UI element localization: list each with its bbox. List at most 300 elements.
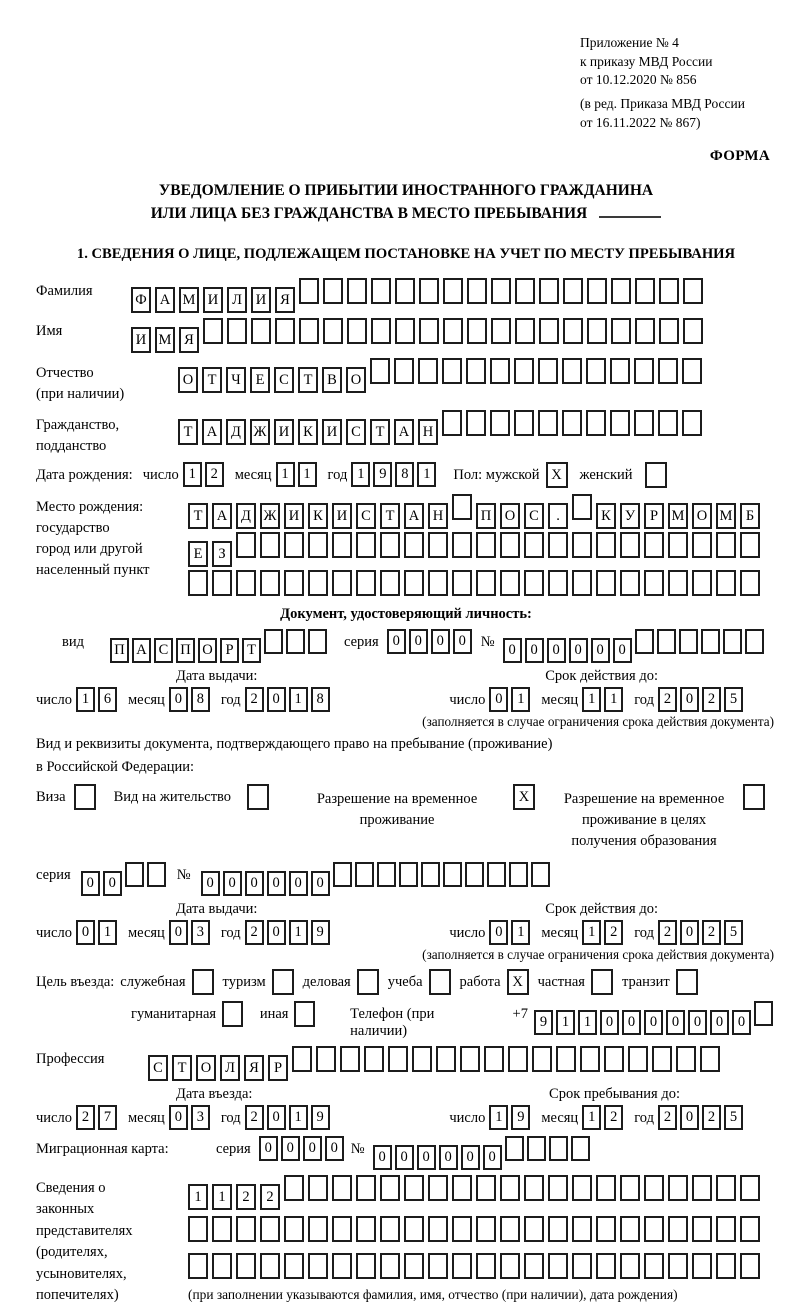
char-cell[interactable]: 0 [680,1105,699,1130]
char-cell[interactable] [500,532,520,558]
char-cell[interactable] [452,1253,472,1279]
char-cell[interactable] [572,1253,592,1279]
char-cell[interactable]: 0 [461,1145,480,1170]
char-cell[interactable] [524,570,544,596]
char-cell[interactable] [644,1175,664,1201]
char-cell[interactable] [323,318,343,344]
char-cell[interactable] [260,570,280,596]
char-cell[interactable]: А [394,419,414,445]
char-cell[interactable]: Д [226,419,246,445]
char-cell[interactable] [538,410,558,436]
char-cell[interactable] [586,410,606,436]
char-cell[interactable] [658,358,678,384]
char-cell[interactable] [260,1253,280,1279]
char-cell[interactable] [308,629,327,654]
char-cell[interactable]: 0 [431,629,450,654]
char-cell[interactable]: 0 [373,1145,392,1170]
char-cell[interactable]: А [404,503,424,529]
char-cell[interactable]: М [668,503,688,529]
char-cell[interactable] [356,1253,376,1279]
char-cell[interactable] [652,1046,672,1072]
char-cell[interactable]: 1 [582,687,601,712]
char-cell[interactable] [692,1175,712,1201]
char-cell[interactable]: 2 [702,687,721,712]
char-cell[interactable]: М [716,503,736,529]
char-cell[interactable]: Я [244,1055,264,1081]
char-cell[interactable] [682,410,702,436]
char-cell[interactable] [308,1175,328,1201]
char-cell[interactable]: 2 [658,687,677,712]
char-cell[interactable] [628,1046,648,1072]
char-cell[interactable]: 0 [591,638,610,663]
char-cell[interactable] [596,1253,616,1279]
char-cell[interactable] [442,358,462,384]
char-cell[interactable] [442,410,462,436]
char-cell[interactable]: С [154,638,173,663]
char-cell[interactable]: 1 [489,1105,508,1130]
education-residence-checkbox[interactable] [743,784,765,810]
char-cell[interactable]: 0 [417,1145,436,1170]
char-cell[interactable] [572,494,592,520]
char-cell[interactable]: И [322,419,342,445]
char-cell[interactable]: 0 [223,871,242,896]
char-cell[interactable]: Т [202,367,222,393]
char-cell[interactable]: Ж [260,503,280,529]
char-cell[interactable]: С [148,1055,168,1081]
char-cell[interactable] [556,1046,576,1072]
char-cell[interactable] [580,1046,600,1072]
char-cell[interactable] [203,318,223,344]
char-cell[interactable] [292,1046,312,1072]
char-cell[interactable] [548,1175,568,1201]
char-cell[interactable] [188,570,208,596]
char-cell[interactable]: Е [188,541,208,567]
char-cell[interactable] [370,358,390,384]
char-cell[interactable]: С [346,419,366,445]
char-cell[interactable]: О [196,1055,216,1081]
char-cell[interactable] [668,1175,688,1201]
char-cell[interactable] [227,318,247,344]
char-cell[interactable] [333,862,352,887]
char-cell[interactable] [620,570,640,596]
purpose-3-checkbox[interactable] [357,969,379,995]
char-cell[interactable]: П [110,638,129,663]
char-cell[interactable]: Я [179,327,199,353]
char-cell[interactable] [347,318,367,344]
char-cell[interactable] [380,1175,400,1201]
char-cell[interactable]: А [212,503,232,529]
char-cell[interactable] [539,278,559,304]
char-cell[interactable] [364,1046,384,1072]
char-cell[interactable]: 3 [191,920,210,945]
char-cell[interactable] [692,1216,712,1242]
char-cell[interactable] [212,570,232,596]
char-cell[interactable]: 0 [281,1136,300,1161]
char-cell[interactable]: З [212,541,232,567]
char-cell[interactable]: 0 [409,629,428,654]
temporary-residence-checkbox[interactable]: X [513,784,535,810]
char-cell[interactable] [515,318,535,344]
char-cell[interactable] [692,1253,712,1279]
char-cell[interactable] [716,570,736,596]
char-cell[interactable] [676,1046,696,1072]
char-cell[interactable] [476,1175,496,1201]
char-cell[interactable] [620,1253,640,1279]
char-cell[interactable]: 2 [658,920,677,945]
char-cell[interactable] [509,862,528,887]
char-cell[interactable] [356,1175,376,1201]
char-cell[interactable] [634,358,654,384]
char-cell[interactable] [332,1253,352,1279]
char-cell[interactable] [467,318,487,344]
char-cell[interactable] [443,318,463,344]
char-cell[interactable]: 0 [688,1010,707,1035]
char-cell[interactable]: 9 [511,1105,530,1130]
char-cell[interactable]: С [356,503,376,529]
char-cell[interactable] [380,1216,400,1242]
char-cell[interactable] [428,570,448,596]
char-cell[interactable]: С [524,503,544,529]
char-cell[interactable] [460,1046,480,1072]
char-cell[interactable] [284,1175,304,1201]
char-cell[interactable] [188,1216,208,1242]
char-cell[interactable] [404,570,424,596]
char-cell[interactable] [436,1046,456,1072]
char-cell[interactable] [404,1216,424,1242]
char-cell[interactable]: 1 [276,462,295,487]
char-cell[interactable]: 0 [169,687,188,712]
char-cell[interactable] [500,1175,520,1201]
char-cell[interactable]: М [155,327,175,353]
char-cell[interactable]: 8 [191,687,210,712]
char-cell[interactable]: 1 [212,1184,232,1210]
char-cell[interactable]: О [346,367,366,393]
purpose-5-checkbox[interactable]: X [507,969,529,995]
char-cell[interactable] [466,410,486,436]
char-cell[interactable]: 0 [680,920,699,945]
char-cell[interactable]: И [284,503,304,529]
char-cell[interactable] [524,532,544,558]
char-cell[interactable] [572,570,592,596]
char-cell[interactable]: 0 [622,1010,641,1035]
char-cell[interactable]: 1 [298,462,317,487]
char-cell[interactable] [596,1216,616,1242]
char-cell[interactable]: В [322,367,342,393]
char-cell[interactable] [419,278,439,304]
char-cell[interactable] [428,1175,448,1201]
char-cell[interactable]: Т [172,1055,192,1081]
char-cell[interactable] [236,1253,256,1279]
purpose-1-checkbox[interactable] [192,969,214,995]
char-cell[interactable]: 5 [724,1105,743,1130]
char-cell[interactable]: 2 [245,687,264,712]
char-cell[interactable]: Ч [226,367,246,393]
purpose-8-checkbox[interactable] [222,1001,243,1027]
char-cell[interactable]: 0 [76,920,95,945]
char-cell[interactable]: 1 [289,1105,308,1130]
char-cell[interactable] [284,570,304,596]
char-cell[interactable]: 2 [205,462,224,487]
char-cell[interactable]: 1 [417,462,436,487]
char-cell[interactable] [515,278,535,304]
char-cell[interactable]: Н [418,419,438,445]
char-cell[interactable] [395,318,415,344]
char-cell[interactable] [644,1216,664,1242]
char-cell[interactable] [476,532,496,558]
char-cell[interactable] [572,532,592,558]
char-cell[interactable] [740,1216,760,1242]
purpose-9-checkbox[interactable] [294,1001,315,1027]
char-cell[interactable] [668,1253,688,1279]
char-cell[interactable] [356,570,376,596]
char-cell[interactable] [284,1253,304,1279]
char-cell[interactable] [377,862,396,887]
char-cell[interactable] [466,358,486,384]
char-cell[interactable]: Т [380,503,400,529]
char-cell[interactable]: 1 [578,1010,597,1035]
char-cell[interactable] [421,862,440,887]
male-checkbox[interactable]: X [546,462,568,488]
char-cell[interactable] [467,278,487,304]
char-cell[interactable] [657,629,676,654]
char-cell[interactable] [723,629,742,654]
char-cell[interactable] [635,318,655,344]
char-cell[interactable]: 1 [76,687,95,712]
char-cell[interactable] [610,358,630,384]
char-cell[interactable]: 0 [489,920,508,945]
char-cell[interactable]: И [251,287,271,313]
char-cell[interactable]: Е [250,367,270,393]
char-cell[interactable]: 0 [666,1010,685,1035]
char-cell[interactable]: 2 [76,1105,95,1130]
char-cell[interactable] [587,278,607,304]
char-cell[interactable] [716,532,736,558]
char-cell[interactable] [452,494,472,520]
char-cell[interactable]: 1 [556,1010,575,1035]
char-cell[interactable]: Т [242,638,261,663]
char-cell[interactable] [284,532,304,558]
char-cell[interactable] [264,629,283,654]
char-cell[interactable]: 1 [289,687,308,712]
char-cell[interactable] [443,278,463,304]
char-cell[interactable] [596,1175,616,1201]
char-cell[interactable] [371,318,391,344]
char-cell[interactable]: 0 [311,871,330,896]
char-cell[interactable] [754,1001,773,1026]
char-cell[interactable] [508,1046,528,1072]
char-cell[interactable] [505,1136,524,1161]
char-cell[interactable]: Р [220,638,239,663]
char-cell[interactable] [452,570,472,596]
char-cell[interactable] [125,862,144,887]
char-cell[interactable]: К [308,503,328,529]
char-cell[interactable] [428,532,448,558]
char-cell[interactable]: К [596,503,616,529]
char-cell[interactable]: 0 [303,1136,322,1161]
char-cell[interactable] [236,570,256,596]
char-cell[interactable] [514,410,534,436]
visa-checkbox[interactable] [74,784,96,810]
char-cell[interactable] [716,1175,736,1201]
char-cell[interactable] [284,1216,304,1242]
char-cell[interactable] [596,570,616,596]
char-cell[interactable]: 1 [604,687,623,712]
char-cell[interactable]: 8 [395,462,414,487]
char-cell[interactable] [668,570,688,596]
char-cell[interactable]: 0 [680,687,699,712]
char-cell[interactable]: Ф [131,287,151,313]
char-cell[interactable] [275,318,295,344]
char-cell[interactable] [740,1175,760,1201]
char-cell[interactable]: 6 [98,687,117,712]
char-cell[interactable] [701,629,720,654]
char-cell[interactable] [452,1216,472,1242]
char-cell[interactable] [611,318,631,344]
char-cell[interactable] [332,532,352,558]
char-cell[interactable] [428,1216,448,1242]
char-cell[interactable] [716,1216,736,1242]
char-cell[interactable] [394,358,414,384]
female-checkbox[interactable] [645,462,667,488]
char-cell[interactable] [308,570,328,596]
char-cell[interactable] [644,532,664,558]
char-cell[interactable] [443,862,462,887]
char-cell[interactable] [562,410,582,436]
char-cell[interactable] [236,532,256,558]
char-cell[interactable] [659,318,679,344]
char-cell[interactable]: . [548,503,568,529]
char-cell[interactable] [679,629,698,654]
char-cell[interactable]: И [274,419,294,445]
char-cell[interactable] [635,629,654,654]
char-cell[interactable]: 9 [311,920,330,945]
char-cell[interactable] [404,532,424,558]
purpose-7-checkbox[interactable] [676,969,698,995]
char-cell[interactable] [323,278,343,304]
char-cell[interactable]: 0 [525,638,544,663]
char-cell[interactable] [634,410,654,436]
char-cell[interactable]: О [178,367,198,393]
char-cell[interactable] [740,1253,760,1279]
char-cell[interactable] [308,532,328,558]
char-cell[interactable]: 2 [245,1105,264,1130]
char-cell[interactable]: К [298,419,318,445]
char-cell[interactable] [668,1216,688,1242]
char-cell[interactable]: 5 [724,920,743,945]
char-cell[interactable]: 0 [267,871,286,896]
char-cell[interactable] [147,862,166,887]
char-cell[interactable] [562,358,582,384]
char-cell[interactable]: Д [236,503,256,529]
char-cell[interactable]: П [476,503,496,529]
char-cell[interactable] [484,1046,504,1072]
char-cell[interactable]: 0 [453,629,472,654]
char-cell[interactable] [371,278,391,304]
char-cell[interactable]: Я [275,287,295,313]
char-cell[interactable] [587,318,607,344]
char-cell[interactable] [527,1136,546,1161]
char-cell[interactable] [418,358,438,384]
char-cell[interactable]: Р [268,1055,288,1081]
char-cell[interactable]: 0 [644,1010,663,1035]
char-cell[interactable] [347,278,367,304]
char-cell[interactable] [548,1253,568,1279]
char-cell[interactable] [236,1216,256,1242]
char-cell[interactable] [620,532,640,558]
char-cell[interactable] [549,1136,568,1161]
char-cell[interactable]: 2 [604,1105,623,1130]
char-cell[interactable] [620,1216,640,1242]
char-cell[interactable] [740,570,760,596]
char-cell[interactable]: М [179,287,199,313]
char-cell[interactable] [531,862,550,887]
char-cell[interactable] [682,358,702,384]
char-cell[interactable]: У [620,503,640,529]
purpose-2-checkbox[interactable] [272,969,294,995]
char-cell[interactable] [572,1175,592,1201]
char-cell[interactable]: О [198,638,217,663]
char-cell[interactable]: 0 [289,871,308,896]
char-cell[interactable] [745,629,764,654]
char-cell[interactable] [476,570,496,596]
char-cell[interactable] [212,1216,232,1242]
char-cell[interactable]: 8 [311,687,330,712]
char-cell[interactable]: 0 [267,687,286,712]
char-cell[interactable] [524,1253,544,1279]
char-cell[interactable] [524,1216,544,1242]
char-cell[interactable]: 2 [604,920,623,945]
char-cell[interactable]: 1 [188,1184,208,1210]
char-cell[interactable] [490,410,510,436]
char-cell[interactable] [340,1046,360,1072]
char-cell[interactable] [620,1175,640,1201]
char-cell[interactable]: 0 [259,1136,278,1161]
char-cell[interactable] [532,1046,552,1072]
char-cell[interactable]: Ж [250,419,270,445]
char-cell[interactable]: И [332,503,352,529]
char-cell[interactable] [658,410,678,436]
char-cell[interactable]: 0 [710,1010,729,1035]
char-cell[interactable]: 1 [511,920,530,945]
char-cell[interactable] [514,358,534,384]
char-cell[interactable] [260,1216,280,1242]
char-cell[interactable] [500,570,520,596]
char-cell[interactable]: 2 [702,920,721,945]
char-cell[interactable] [668,532,688,558]
char-cell[interactable]: 0 [81,871,100,896]
char-cell[interactable]: 2 [245,920,264,945]
char-cell[interactable] [355,862,374,887]
char-cell[interactable]: 0 [613,638,632,663]
char-cell[interactable]: 1 [98,920,117,945]
char-cell[interactable]: 5 [724,687,743,712]
char-cell[interactable]: Т [178,419,198,445]
char-cell[interactable] [548,1216,568,1242]
char-cell[interactable] [610,410,630,436]
char-cell[interactable] [500,1253,520,1279]
char-cell[interactable] [476,1216,496,1242]
char-cell[interactable]: Т [370,419,390,445]
char-cell[interactable] [548,532,568,558]
char-cell[interactable] [563,318,583,344]
char-cell[interactable]: 0 [169,920,188,945]
char-cell[interactable]: 1 [351,462,370,487]
char-cell[interactable] [571,1136,590,1161]
char-cell[interactable]: И [203,287,223,313]
char-cell[interactable]: Л [220,1055,240,1081]
char-cell[interactable] [395,278,415,304]
char-cell[interactable] [644,1253,664,1279]
